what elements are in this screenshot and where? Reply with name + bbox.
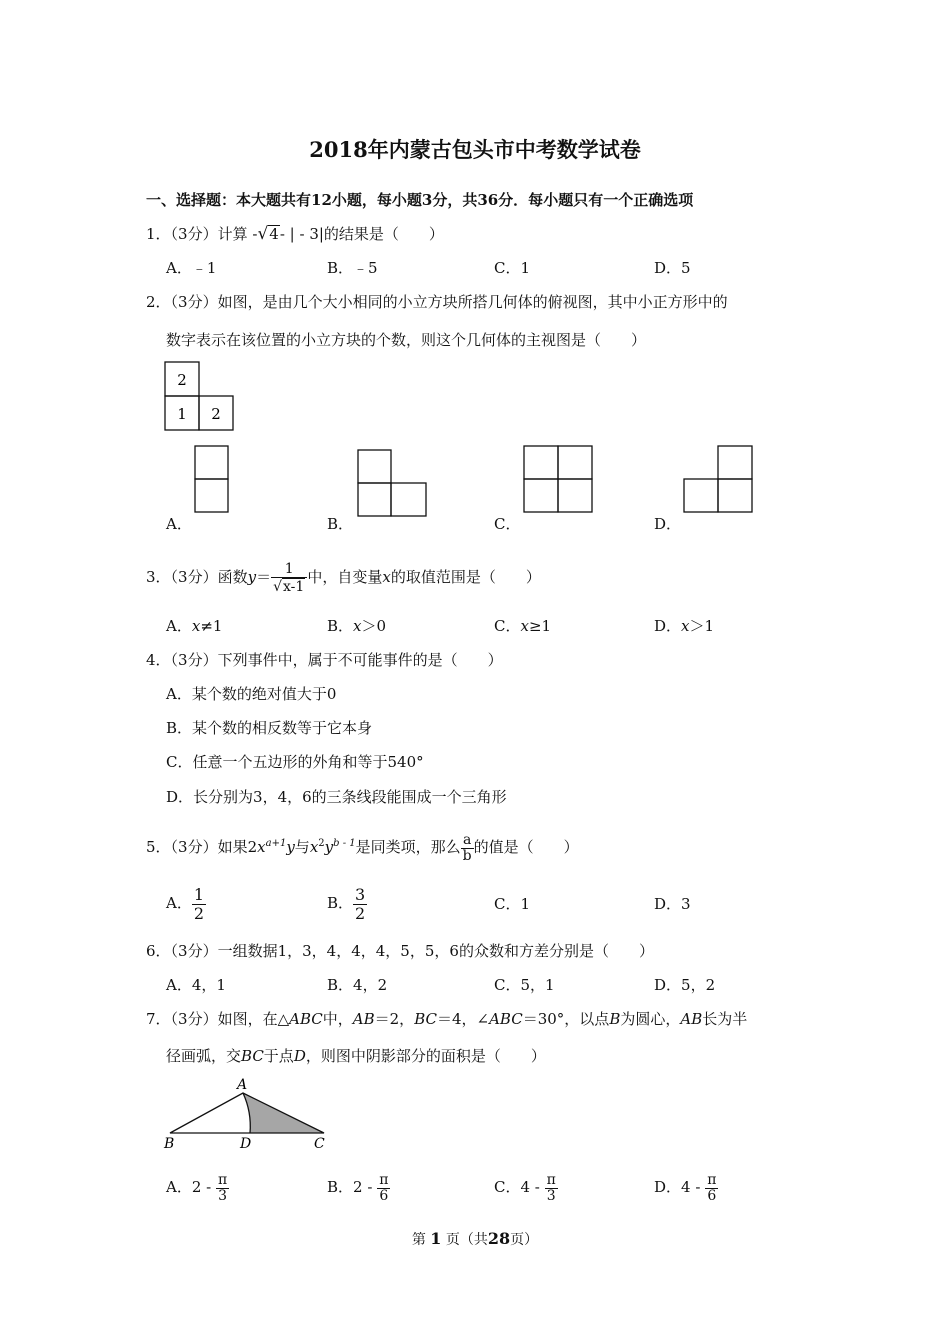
q6-option-c[interactable]: C．5，1 <box>494 976 555 994</box>
grid-cell-bottom-left: 1 <box>177 405 187 423</box>
question-5: 5．（3分）如果$2x^{a+1}y$与$x^2y^{b - 1}$是同类项，那么 $\frac{a}{b}$ 的值是（ ） <box>146 831 579 864</box>
grid-cell-bottom-right: 2 <box>211 405 221 423</box>
q7-option-b[interactable]: B．2 - $\frac{\pi}{6}$ <box>327 1171 389 1204</box>
q6-option-d[interactable]: D．5，2 <box>654 976 716 994</box>
total-pages: 28 <box>487 1229 511 1248</box>
q3-option-d[interactable]: D．x＞1 <box>654 617 715 635</box>
q2-option-a[interactable]: A． <box>166 515 192 533</box>
q2-option-b[interactable]: B． <box>327 515 354 533</box>
q4-option-b[interactable]: B．某个数的相反数等于它本身 <box>166 719 373 737</box>
q2-option-c-figure <box>524 446 592 512</box>
question-1: 1．（3分）计算 -√4- | - 3|的结果是（ ） <box>146 224 444 244</box>
q5-option-c[interactable]: C．1 <box>494 895 531 913</box>
question-7-line-1: 7．（3分）如图，在△ABC中，AB＝2，BC＝4，∠ABC＝30°，以点B为圆心，AB长为半 <box>146 1010 748 1028</box>
current-page: 1 <box>430 1229 442 1248</box>
q4-option-a[interactable]: A．某个数的绝对值大于0 <box>166 685 337 703</box>
q6-option-a[interactable]: A．4，1 <box>166 976 226 994</box>
point-b-label: B <box>164 1136 175 1152</box>
q3-option-b[interactable]: B．x＞0 <box>327 617 387 635</box>
q6-option-b[interactable]: B．4，2 <box>327 976 388 994</box>
q3-option-c[interactable]: C．x≥1 <box>494 617 552 635</box>
question-2-line-2: 数字表示在该位置的小立方块的个数，则这个几何体的主视图是（ ） <box>166 331 647 349</box>
q2-option-d[interactable]: D． <box>654 515 682 533</box>
q1-option-a[interactable]: A．﹣1 <box>166 259 217 277</box>
q1-option-b[interactable]: B．﹣5 <box>327 259 378 277</box>
q2-option-c[interactable]: C． <box>494 515 521 533</box>
q5-option-d[interactable]: D．3 <box>654 895 691 913</box>
q3-option-a[interactable]: A．x≠1 <box>166 617 223 635</box>
q2-top-view-grid <box>165 362 233 430</box>
q7-triangle-figure <box>170 1093 324 1133</box>
q7-option-d[interactable]: D．4 - $\frac{\pi}{6}$ <box>654 1171 717 1204</box>
point-c-label: C <box>314 1136 325 1152</box>
page-footer: 第 1 页（共28页） <box>411 1229 539 1248</box>
question-3: 3．（3分）函数y＝ $\frac{1}{√x-1}$ 中，自变量x的取值范围是（ ） <box>146 560 541 595</box>
point-d-label: D <box>240 1136 252 1152</box>
q2-option-d-figure <box>684 446 752 512</box>
q1-option-d[interactable]: D．5 <box>654 259 691 277</box>
q2-option-a-figure <box>195 446 228 512</box>
q7-option-c[interactable]: C．4 - $\frac{\pi}{3}$ <box>494 1171 556 1204</box>
question-2-line-1: 2．（3分）如图，是由几个大小相同的小立方块所搭几何体的俯视图，其中小正方形中的 <box>146 293 728 311</box>
question-6: 6．（3分）一组数据1，3，4，4，4，5，5，6的众数和方差分别是（ ） <box>146 942 654 960</box>
q4-option-d[interactable]: D．长分别为3，4，6的三条线段能围成一个三角形 <box>166 788 507 806</box>
page-title: 2018年内蒙古包头市中考数学试卷 <box>309 137 641 162</box>
grid-cell-top: 2 <box>177 371 187 389</box>
q2-option-b-figure <box>358 450 426 516</box>
section-heading: 一、选择题：本大题共有12小题，每小题3分，共36分．每小题只有一个正确选项 <box>146 191 694 209</box>
q1-option-c[interactable]: C．1 <box>494 259 531 277</box>
question-4: 4．（3分）下列事件中，属于不可能事件的是（ ） <box>146 651 503 669</box>
point-a-label: A <box>237 1077 248 1093</box>
question-7-line-2: 径画弧，交BC于点D，则图中阴影部分的面积是（ ） <box>166 1047 546 1065</box>
q7-option-a[interactable]: A．2 - $\frac{\pi}{3}$ <box>166 1171 228 1204</box>
q5-option-b[interactable]: B． $\frac{3}{2}$ <box>327 884 366 923</box>
q5-option-a[interactable]: A． $\frac{1}{2}$ <box>166 884 205 923</box>
q4-option-c[interactable]: C．任意一个五边形的外角和等于540° <box>166 753 424 771</box>
